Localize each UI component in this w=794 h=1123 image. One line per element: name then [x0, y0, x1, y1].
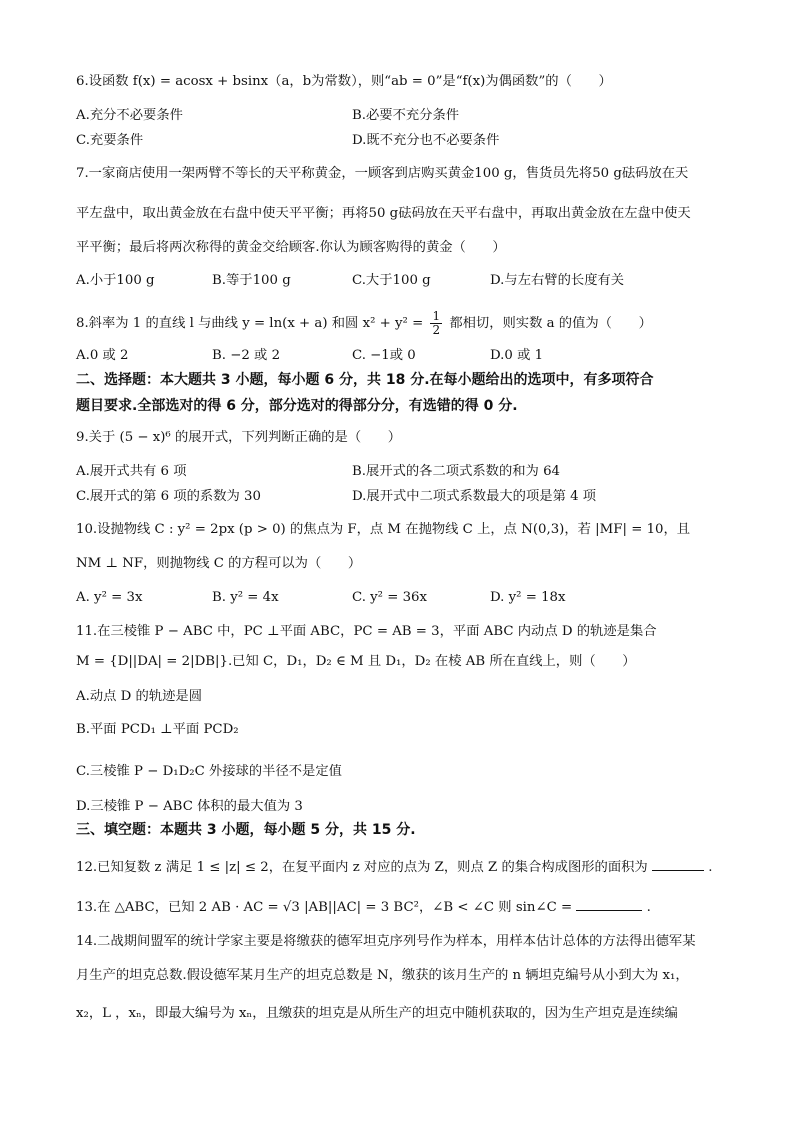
q6-option-b: B.必要不充分条件 — [352, 108, 460, 123]
q7-option-a: A.小于100 g — [76, 273, 155, 288]
q10-option-d: D. y² = 18x — [490, 590, 566, 605]
q10-line-1: 10.设抛物线 C : y² = 2px (p > 0) 的焦点为 F，点 M 在抛物线 C 上，点 N(0,3)，若 |MF| = 10，且 — [76, 522, 691, 537]
q14-line-2: 月生产的坦克总数.假设德军某月生产的坦克总数是 N，缴获的该月生产的 n 辆坦克编号从小到大为 x₁， — [76, 968, 689, 983]
section-2-heading-2: 题目要求.全部选对的得 6 分，部分选对的得部分分，有选错的得 0 分. — [76, 398, 518, 414]
q8-stem-a: 8.斜率为 1 的直线 l 与曲线 y = ln(x + a) 和圆 x² + y² = — [76, 316, 424, 331]
q11-option-a: A.动点 D 的轨迹是圆 — [76, 689, 203, 704]
q9-option-d: D.展开式中二项式系数最大的项是第 4 项 — [352, 489, 597, 504]
q6-stem: 6.设函数 f(x) = acosx + bsinx（a，b为常数），则“ab = 0”是“f(x)为偶函数”的（ ） — [76, 74, 612, 89]
section-3-heading: 三、填空题：本题共 3 小题，每小题 5 分，共 15 分. — [76, 822, 416, 838]
q9-stem: 9.关于 (5 − x)⁶ 的展开式，下列判断正确的是（ ） — [76, 430, 402, 445]
q8-fraction-num: 1 — [432, 309, 441, 323]
q9-option-c: C.展开式的第 6 项的系数为 30 — [76, 489, 261, 504]
q6-option-a: A.充分不必要条件 — [76, 108, 183, 123]
q7-option-c: C.大于100 g — [352, 273, 431, 288]
q11-option-c: C.三棱锥 P − D₁D₂C 外接球的半径不是定值 — [76, 764, 342, 779]
q8-fraction-den: 2 — [432, 323, 441, 337]
q10-option-a: A. y² = 3x — [76, 590, 143, 605]
section-2-heading-1: 二、选择题：本大题共 3 小题，每小题 6 分，共 18 分.在每小题给出的选项中，有多项符合 — [76, 372, 654, 388]
q10-option-c: C. y² = 36x — [352, 590, 428, 605]
q12-stem — [76, 856, 734, 878]
q12-end: . — [708, 860, 713, 875]
q8-stem — [76, 310, 734, 337]
q8-fraction — [430, 310, 442, 337]
q10-option-b: B. y² = 4x — [212, 590, 279, 605]
q7-line-3: 平平衡；最后将两次称得的黄金交给顾客.你认为顾客购得的黄金（ ） — [76, 240, 506, 255]
q9-option-b: B.展开式的各二项式系数的和为 64 — [352, 464, 561, 479]
q13-end: . — [646, 900, 651, 915]
q12-text: 12.已知复数 z 满足 1 ≤ |z| ≤ 2，在复平面内 z 对应的点为 Z，则点 Z 的集合构成图形的面积为 — [76, 860, 648, 875]
q13-stem — [76, 896, 734, 918]
q8-option-d: D.0 或 1 — [490, 348, 544, 363]
q13-text: 13.在 △ABC，已知 2 AB · AC = √3 |AB||AC| = 3 BC²，∠B < ∠C 则 sin∠C = — [76, 900, 573, 915]
q8-stem-b: 都相切，则实数 a 的值为（ ） — [449, 316, 652, 331]
q10-line-2: NM ⊥ NF，则抛物线 C 的方程可以为（ ） — [76, 556, 362, 571]
q14-line-1: 14.二战期间盟军的统计学家主要是将缴获的德军坦克序列号作为样本，用样本估计总体的方法得出德军某 — [76, 934, 696, 949]
q8-option-c: C. −1或 0 — [352, 348, 416, 363]
q6-option-c: C.充要条件 — [76, 133, 144, 148]
q11-line-2: M = {D||DA| = 2|DB|}.已知 C，D₁，D₂ ∈ M 且 D₁，D₂ 在棱 AB 所在直线上，则（ ） — [76, 654, 636, 669]
q9-option-a: A.展开式共有 6 项 — [76, 464, 187, 479]
q7-line-1: 7.一家商店使用一架两臂不等长的天平称黄金，一顾客到店购买黄金100 g，售货员先将50 g砝码放在天 — [76, 166, 689, 181]
q11-option-b: B.平面 PCD₁ ⊥平面 PCD₂ — [76, 722, 239, 737]
q7-line-2: 平左盘中，取出黄金放在右盘中使天平平衡；再将50 g砝码放在天平右盘中，再取出黄金放在左盘中使天 — [76, 206, 691, 221]
q6-option-d: D.既不充分也不必要条件 — [352, 133, 500, 148]
q8-option-b: B. −2 或 2 — [212, 348, 281, 363]
q7-option-b: B.等于100 g — [212, 273, 291, 288]
q11-option-d: D.三棱锥 P − ABC 体积的最大值为 3 — [76, 799, 303, 814]
q13-answer-blank — [576, 896, 642, 911]
q11-line-1: 11.在三棱锥 P − ABC 中，PC ⊥平面 ABC，PC = AB = 3，平面 ABC 内动点 D 的轨迹是集合 — [76, 624, 657, 639]
q7-option-d: D.与左右臂的长度有关 — [490, 273, 625, 288]
q12-answer-blank — [652, 856, 704, 871]
q14-line-3: x₂，L ，xₙ，即最大编号为 xₙ，且缴获的坦克是从所生产的坦克中随机获取的，因为生产坦克是连续编 — [76, 1006, 678, 1021]
q8-option-a: A.0 或 2 — [76, 348, 129, 363]
